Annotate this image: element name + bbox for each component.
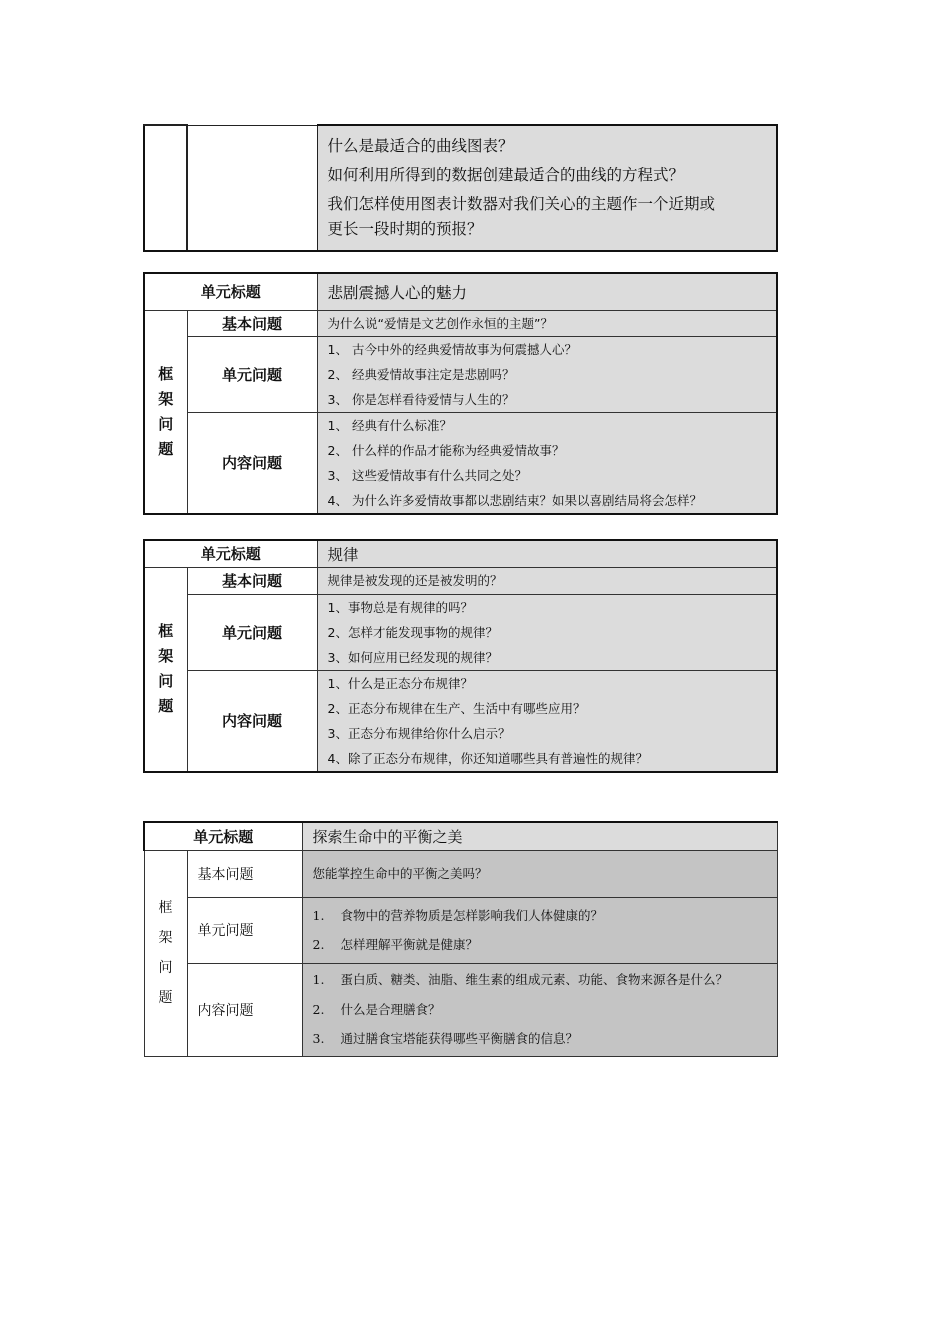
unit-questions-label: 单元问题	[187, 594, 317, 670]
guiding-questions-table-4	[143, 821, 778, 1057]
list-item: 2、怎样才能发现事物的规律？	[327, 624, 498, 640]
unit-questions-label: 单元问题	[187, 336, 317, 412]
question-text: 如何利用所得到的数据创建最适合的曲线的方程式？	[327, 166, 685, 184]
list-item: 2. 什么是合理膳食？	[312, 1001, 441, 1017]
unit-questions	[317, 336, 777, 412]
question-text: 更长一段时期的预报？	[327, 220, 483, 238]
basic-question: 为什么说“爱情是文艺创作永恒的主题”？	[317, 310, 777, 336]
basic-question-label: 基本问题	[187, 310, 317, 336]
unit-title-label: 单元标题	[144, 540, 317, 567]
framework-questions-label: 框 架 问 题	[144, 850, 187, 1056]
unit-title: 规律	[317, 540, 777, 567]
framework-cell-empty	[144, 125, 187, 251]
framework-questions-label: 框 架 问 题	[144, 567, 187, 772]
list-item: 1、什么是正态分布规律？	[327, 675, 473, 691]
list-item: 2、 什么样的作品才能称为经典爱情故事？	[327, 442, 565, 458]
framework-questions-label: 框 架 问 题	[144, 310, 187, 514]
unit-questions	[317, 594, 777, 670]
content-questions-label: 内容问题	[187, 670, 317, 772]
label-cell-empty	[187, 125, 317, 251]
guiding-questions-table-1	[143, 124, 778, 252]
basic-question-label: 基本问题	[187, 850, 302, 897]
content-questions-cell	[317, 125, 777, 251]
unit-title-label: 单元标题	[144, 822, 302, 850]
content-questions	[317, 412, 777, 514]
list-item: 1、 古今中外的经典爱情故事为何震撼人心？	[327, 341, 577, 357]
list-item: 4、除了正态分布规律，你还知道哪些具有普遍性的规律？	[327, 750, 648, 766]
list-item: 4、 为什么许多爱情故事都以悲剧结束？如果以喜剧结局将会怎样？	[327, 492, 702, 508]
unit-title-label: 单元标题	[144, 273, 317, 310]
list-item: 3、 这些爱情故事有什么共同之处？	[327, 467, 527, 483]
list-item: 2、正态分布规律在生产、生活中有哪些应用？	[327, 700, 586, 716]
unit-questions	[302, 897, 777, 963]
guiding-questions-table-3	[143, 539, 778, 773]
list-item: 3、正态分布规律给你什么启示？	[327, 725, 511, 741]
list-item: 1. 食物中的营养物质是怎样影响我们人体健康的？	[312, 907, 604, 923]
basic-question: 规律是被发现的还是被发明的？	[317, 567, 777, 594]
list-item: 2. 怎样理解平衡就是健康？	[312, 937, 479, 952]
question-text: 什么是最适合的曲线图表？	[327, 137, 514, 155]
list-item: 3、如何应用已经发现的规律？	[327, 649, 498, 665]
list-item: 2、 经典爱情故事注定是悲剧吗？	[327, 366, 515, 382]
content-questions	[302, 963, 777, 1056]
content-questions-label: 内容问题	[187, 963, 302, 1056]
list-item: 1. 蛋白质、糖类、油脂、维生素的组成元素、功能、食物来源各是什么？	[312, 972, 729, 988]
basic-question-label: 基本问题	[187, 567, 317, 594]
list-item: 1、事物总是有规律的吗？	[327, 599, 473, 615]
unit-questions-label: 单元问题	[187, 897, 302, 963]
list-item: 3、 你是怎样看待爱情与人生的？	[327, 391, 515, 407]
unit-title: 探索生命中的平衡之美	[302, 822, 777, 850]
basic-question: 您能掌控生命中的平衡之美吗？	[302, 850, 777, 897]
question-text: 我们怎样使用图表计数器对我们关心的主题作一个近期或	[327, 195, 716, 213]
content-questions-label: 内容问题	[187, 412, 317, 514]
list-item: 3. 通过膳食宝塔能获得哪些平衡膳食的信息？	[312, 1031, 579, 1047]
unit-title: 悲剧震撼人心的魅力	[317, 273, 777, 310]
guiding-questions-table-2	[143, 272, 778, 515]
content-questions	[317, 670, 777, 772]
list-item: 1、 经典有什么标准？	[327, 417, 452, 433]
